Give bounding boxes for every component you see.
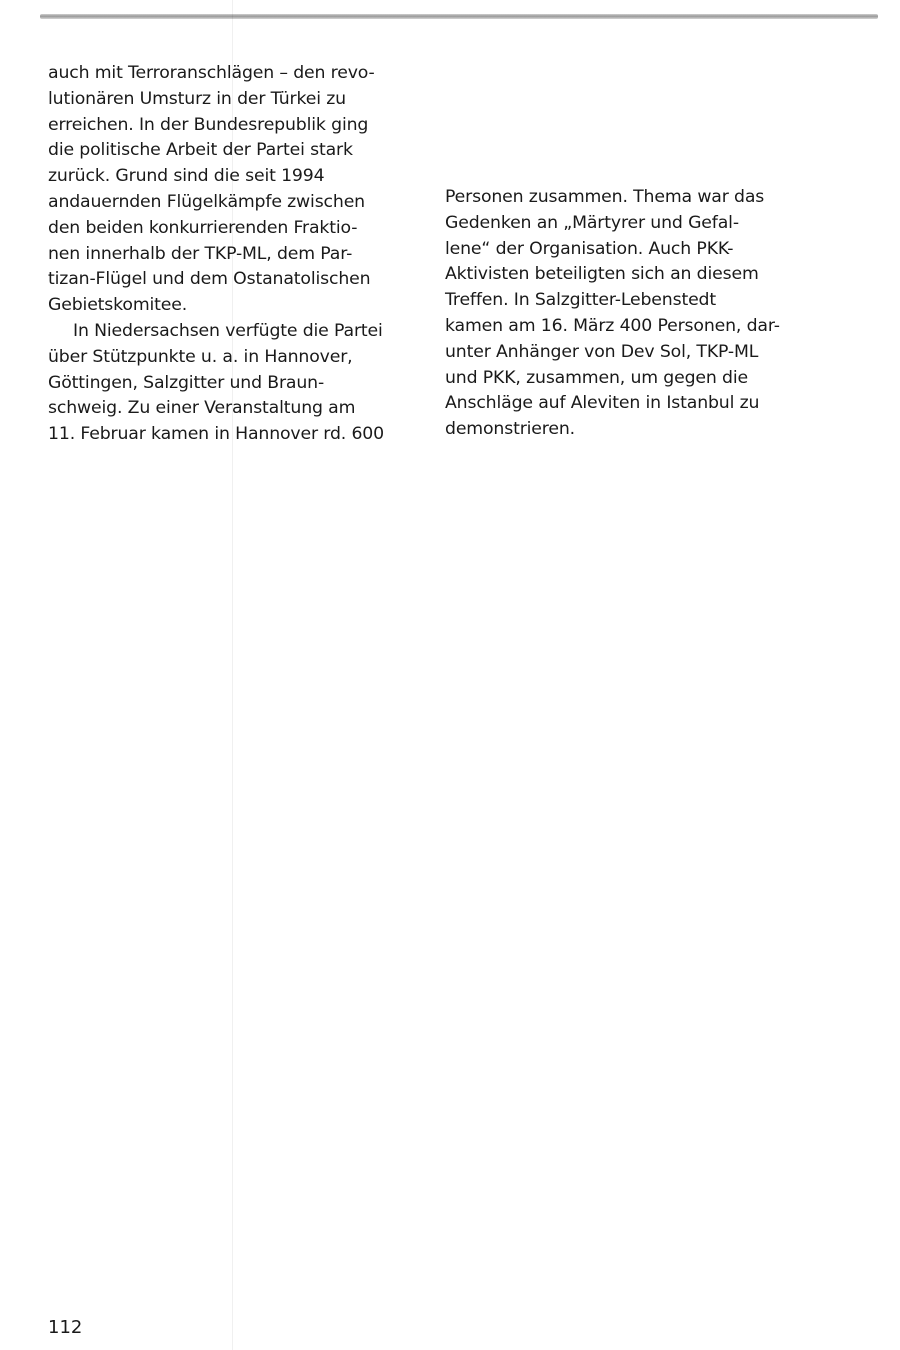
text-line: unter Anhänger von Dev Sol, TKP-ML bbox=[445, 341, 759, 362]
text-line: Personen zusammen. Thema war das bbox=[445, 187, 765, 207]
page-number: 112 bbox=[48, 1317, 83, 1338]
text-line: zurück. Grund sind die seit 1994 bbox=[48, 166, 325, 187]
text-line: tizan-Flügel und dem Ostanatolischen bbox=[48, 269, 371, 290]
text-line: erreichen. In der Bundesrepublik ging bbox=[48, 114, 369, 135]
text-line: die politische Arbeit der Partei stark bbox=[48, 140, 353, 161]
text-line: Göttingen, Salzgitter und Braun- bbox=[48, 372, 325, 393]
text-line: lene“ der Organisation. Auch PKK- bbox=[445, 238, 734, 259]
text-line: Gebietskomitee. bbox=[48, 295, 188, 316]
text-line: über Stützpunkte u. a. in Hannover, bbox=[48, 346, 353, 367]
top-rule bbox=[40, 14, 878, 19]
text-line: demonstrieren. bbox=[445, 419, 575, 440]
text-line: lutionären Umsturz in der Türkei zu bbox=[48, 88, 346, 109]
text-line: schweig. Zu einer Veranstaltung am bbox=[48, 398, 356, 419]
left-column bbox=[48, 61, 408, 448]
right-column bbox=[445, 185, 815, 443]
text-line: Anschläge auf Aleviten in Istanbul zu bbox=[445, 393, 760, 414]
paragraph-start-line: In Niedersachsen verfügte die Partei bbox=[73, 320, 383, 341]
text-line: und PKK, zusammen, um gegen die bbox=[445, 367, 748, 388]
text-line: nen innerhalb der TKP-ML, dem Par- bbox=[48, 243, 353, 264]
text-line: 11. Februar kamen in Hannover rd. 600 bbox=[48, 424, 384, 445]
text-line: den beiden konkurrierenden Fraktio- bbox=[48, 217, 358, 238]
text-line: Gedenken an „Märtyrer und Gefal- bbox=[445, 212, 739, 233]
text-line: kamen am 16. März 400 Personen, dar- bbox=[445, 315, 780, 336]
text-line: auch mit Terroranschlägen – den revo- bbox=[48, 63, 375, 83]
text-line: andauernden Flügelkämpfe zwischen bbox=[48, 191, 365, 212]
text-line: Aktivisten beteiligten sich an diesem bbox=[445, 264, 759, 285]
text-line: Treffen. In Salzgitter-Lebenstedt bbox=[445, 290, 716, 311]
